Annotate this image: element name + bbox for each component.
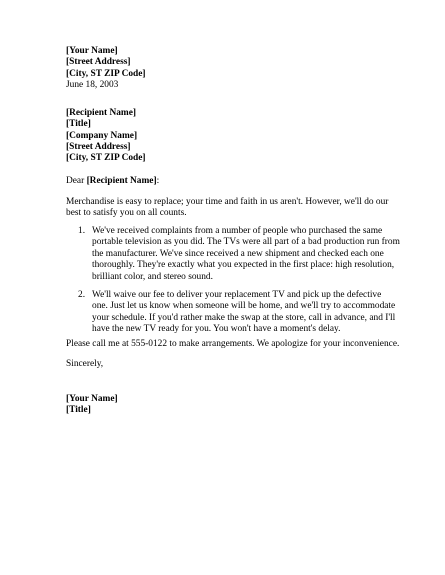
sender-address-block — [66, 46, 386, 91]
salutation-name: [Recipient Name] — [86, 176, 157, 186]
closing-paragraph — [66, 339, 400, 350]
sender-name: [Your Name] — [66, 46, 118, 56]
salutation — [66, 176, 386, 187]
list-item-line: the manufacturer. We've since received a new shipment and checked each one — [92, 248, 384, 259]
recipient-title: [Title] — [66, 119, 91, 130]
list-item-line: your schedule. If you'd rather make the swap at the store, call in advance, and I'll — [92, 312, 396, 323]
intro-paragraph — [66, 197, 389, 220]
list-item-line: portable television as you did. The TVs were all part of a bad production run from — [92, 237, 400, 248]
closing — [66, 359, 384, 370]
letter-date: June 18, 2003 — [66, 79, 119, 90]
signature-block — [66, 394, 386, 417]
recipient-city: [City, ST ZIP Code] — [66, 153, 146, 164]
list-item-line: We've received complaints from a number of people who purchased the same — [92, 226, 383, 236]
list-item-line: have the new TV ready for you. You won't have a moment's delay. — [92, 324, 341, 335]
salutation-suffix: : — [156, 176, 160, 186]
sender-street: [Street Address] — [66, 57, 131, 68]
salutation-prefix: Dear — [66, 176, 87, 186]
intro-line: best to satisfy you on all counts. — [66, 208, 187, 219]
recipient-name: [Recipient Name] — [66, 108, 137, 118]
closing-paragraph-text: Please call me at 555-0122 to make arrangements. We apologize for your inconvenience. — [66, 339, 400, 349]
signature-title: [Title] — [66, 405, 91, 416]
list-item-line: brilliant color, and stereo sound. — [92, 271, 213, 282]
list-item-line: thoroughly. They're exactly what you expected in the first place: high resolution, — [92, 260, 395, 271]
recipient-address-block — [66, 108, 386, 164]
list-item-body — [92, 290, 395, 336]
list-item-number: 1. — [78, 226, 86, 236]
list-item-line: We'll waive our fee to deliver your replacement TV and pick up the defective — [92, 290, 382, 300]
list-item-number: 2. — [78, 290, 86, 300]
recipient-street: [Street Address] — [66, 141, 131, 152]
list-item-body — [92, 226, 400, 283]
sender-city: [City, ST ZIP Code] — [66, 68, 146, 79]
signature-name: [Your Name] — [66, 394, 118, 404]
recipient-company: [Company Name] — [66, 130, 138, 141]
intro-line: Merchandise is easy to replace; your time and faith in us aren't. However, we'll do our — [66, 197, 389, 207]
closing-text: Sincerely, — [66, 359, 104, 369]
list-item-line: one. Just let us know when someone will be home, and we'll try to accommodate — [92, 301, 396, 312]
